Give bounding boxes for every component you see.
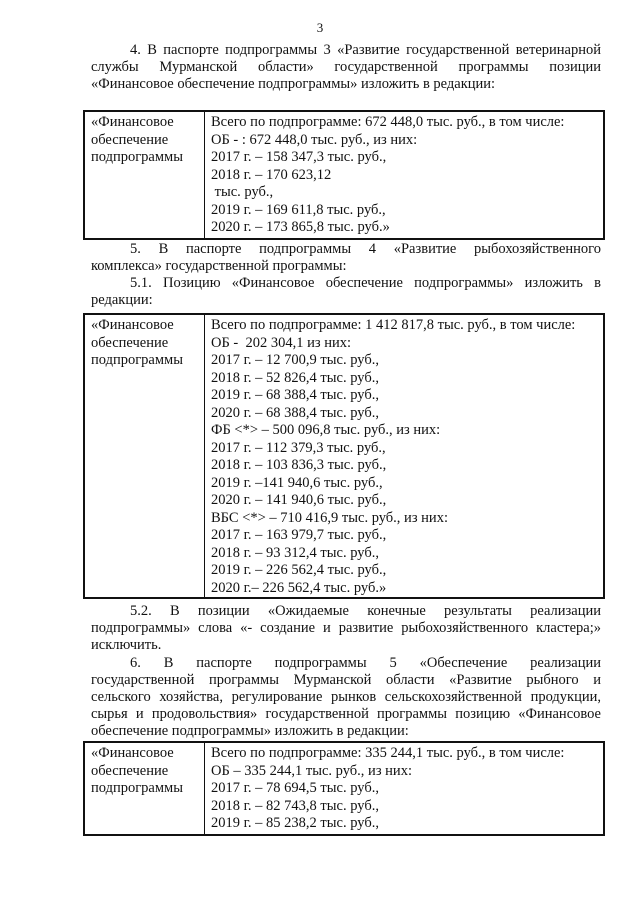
value-line: 2019 г. – 68 388,4 тыс. руб., (211, 387, 379, 403)
table-column-divider (204, 112, 205, 238)
label-line: обеспечение (91, 131, 169, 148)
section-4-text (91, 42, 601, 93)
value-line: 2019 г. – 85 238,2 тыс. руб., (211, 815, 379, 831)
text-line: сельского хозяйства, регулирование рынков сельскохозяйственной продукции, (91, 689, 601, 705)
table-label-cell (91, 317, 201, 370)
text-line: сырья и продовольствия» государственной программы позицию «Финансовое (91, 706, 601, 722)
label-line: подпрограммы (91, 149, 183, 165)
value-line: 2019 г. – 226 562,4 тыс. руб., (211, 562, 387, 578)
value-line: Всего по подпрограмме: 335 244,1 тыс. руб., в том числе: (211, 745, 565, 761)
text-line: редакции: (91, 292, 153, 308)
value-line: 2018 г. – 170 623,12 (211, 166, 332, 183)
section-5-2-text (91, 603, 601, 654)
text-line: 5.1. Позицию «Финансовое обеспечение подпрограммы» изложить в (130, 275, 601, 291)
label-line: подпрограммы (91, 352, 183, 368)
value-line: 2017 г. – 78 694,5 тыс. руб., (211, 780, 379, 796)
table-column-divider (204, 315, 205, 597)
label-line: «Финансовое (91, 317, 174, 333)
table-value-cell (211, 317, 603, 597)
table-subprogram-3-financing (83, 110, 605, 240)
table-value-cell (211, 745, 603, 833)
value-line: ОБ - : 672 448,0 тыс. руб., из них: (211, 131, 418, 148)
text-line: «Финансовое обеспечение подпрограммы» изложить в редакции: (91, 76, 496, 92)
label-line: обеспечение (91, 762, 169, 779)
text-line: исключить. (91, 637, 162, 653)
value-line: 2018 г. – 82 743,8 тыс. руб., (211, 797, 379, 814)
value-line: ВБС <*> – 710 416,9 тыс. руб., из них: (211, 509, 448, 526)
label-line: «Финансовое (91, 114, 174, 130)
section-6-text (91, 655, 601, 740)
table-column-divider (204, 743, 205, 834)
table-label-cell (91, 745, 201, 798)
value-line: 2018 г. – 52 826,4 тыс. руб., (211, 369, 379, 386)
value-line: 2019 г. –141 940,6 тыс. руб., (211, 474, 383, 491)
table-value-cell (211, 114, 603, 237)
text-line: обеспечение подпрограммы» изложить в редакции: (91, 723, 409, 739)
value-line: ОБ – 335 244,1 тыс. руб., из них: (211, 762, 412, 779)
text-line: государственной программы Мурманской области «Развитие рыбного и (91, 672, 601, 688)
value-line: ФБ <*> – 500 096,8 тыс. руб., из них: (211, 422, 441, 438)
page-number: 3 (316, 20, 324, 35)
value-line: 2018 г. – 93 312,4 тыс. руб., (211, 544, 379, 561)
value-line: 2017 г. – 163 979,7 тыс. руб., (211, 527, 387, 543)
label-line: подпрограммы (91, 780, 183, 796)
text-line: комплекса» государственной программы: (91, 258, 347, 274)
value-line: 2020 г. – 68 388,4 тыс. руб., (211, 404, 379, 421)
text-line: службы Мурманской области» государственной программы позиции (91, 59, 601, 75)
table-subprogram-5-financing (83, 741, 605, 836)
table-subprogram-4-financing (83, 313, 605, 599)
value-line: тыс. руб., (211, 184, 274, 200)
value-line: 2018 г. – 103 836,3 тыс. руб., (211, 457, 387, 473)
value-line: 2020 г. – 173 865,8 тыс. руб.» (211, 219, 390, 235)
text-line: подпрограммы» слова «- создание и развитие рыбохозяйственного кластера;» (91, 620, 601, 636)
text-line: 5.2. В позиции «Ожидаемые конечные результаты реализации (130, 603, 601, 619)
table-label-cell (91, 114, 201, 167)
label-line: «Финансовое (91, 745, 174, 761)
text-line: 6. В паспорте подпрограммы 5 «Обеспечение реализации (130, 655, 601, 671)
text-line: 5. В паспорте подпрограммы 4 «Развитие рыбохозяйственного (130, 241, 601, 257)
value-line: 2019 г. – 169 611,8 тыс. руб., (211, 201, 386, 218)
value-line: 2017 г. – 12 700,9 тыс. руб., (211, 352, 379, 368)
value-line: Всего по подпрограмме: 1 412 817,8 тыс. руб., в том числе: (211, 317, 576, 333)
value-line: 2020 г.– 226 562,4 тыс. руб.» (211, 579, 387, 596)
value-line: 2020 г. – 141 940,6 тыс. руб., (211, 492, 387, 508)
value-line: ОБ - 202 304,1 из них: (211, 334, 352, 351)
value-line: 2017 г. – 158 347,3 тыс. руб., (211, 149, 387, 165)
value-line: Всего по подпрограмме: 672 448,0 тыс. руб., в том числе: (211, 114, 565, 130)
text-line: 4. В паспорте подпрограммы 3 «Развитие государственной ветеринарной (130, 42, 601, 58)
value-line: 2017 г. – 112 379,3 тыс. руб., (211, 439, 386, 456)
section-5-text (91, 241, 601, 309)
label-line: обеспечение (91, 334, 169, 351)
